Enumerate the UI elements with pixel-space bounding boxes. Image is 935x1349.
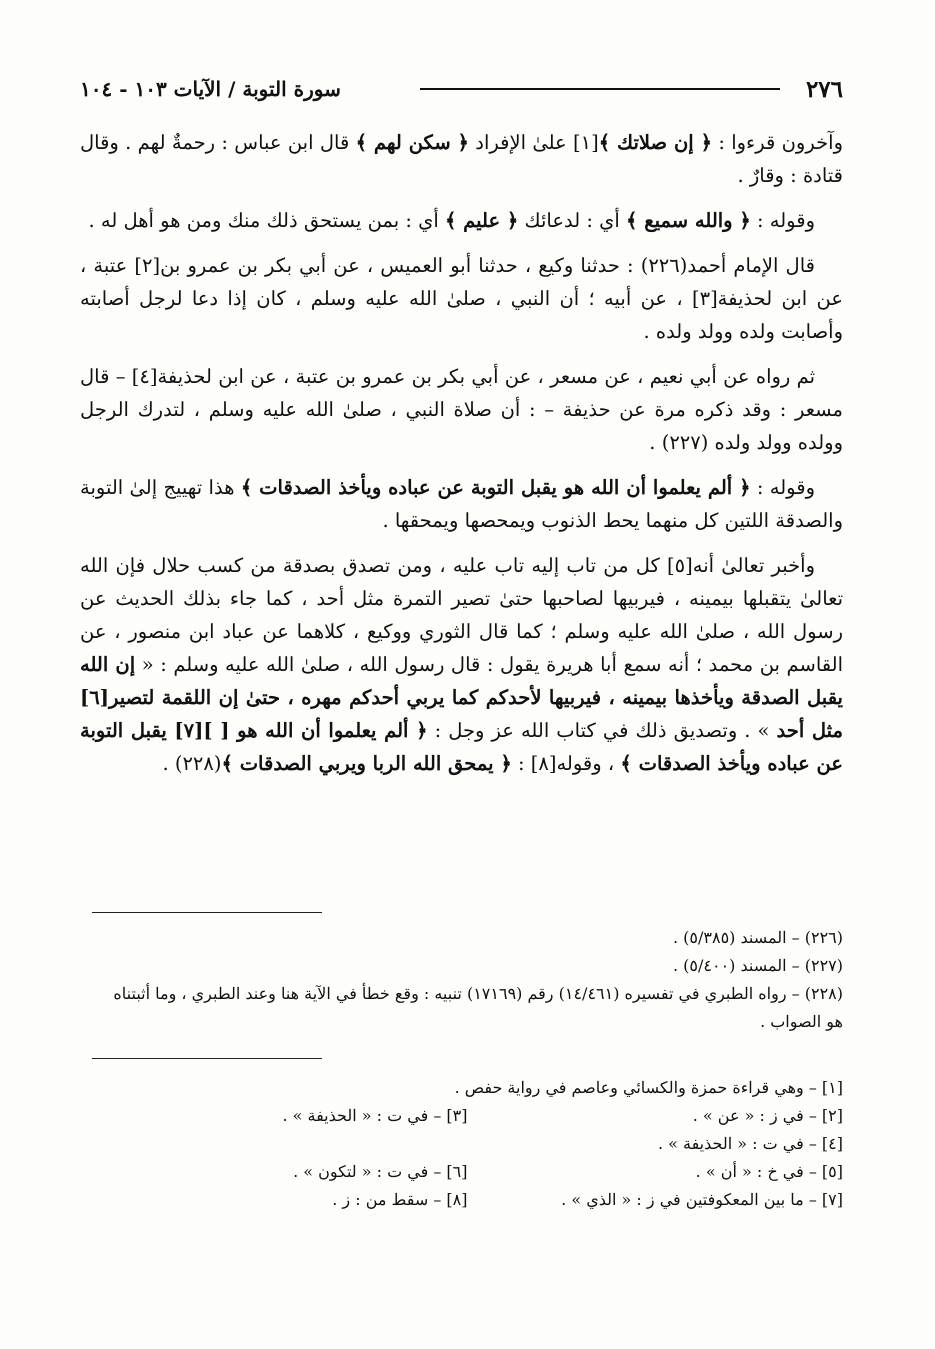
footnote-rule	[92, 912, 322, 913]
variant-note: [٨] – سقط من : ز .	[332, 1190, 468, 1209]
text: وقوله :	[750, 209, 815, 232]
variant-note: [٣] – في ت : « الحذيفة » .	[282, 1106, 468, 1125]
page-header	[80, 72, 843, 106]
page-number: ٢٧٦	[805, 75, 843, 103]
quran-quote: ﴿ يمحق الله الربا ويربي الصدقات ﴾	[221, 752, 512, 775]
main-text	[80, 126, 843, 792]
variant-row	[92, 1102, 843, 1130]
footnote: (٢٢٦) – المسند (٥/٣٨٥) .	[672, 928, 843, 947]
paragraph-1	[80, 126, 843, 192]
variants-rule	[92, 1058, 322, 1059]
variant-note: [١] – وهي قراءة حمزة والكسائي وعاصم في رواية حفص .	[454, 1078, 843, 1097]
paragraph-6	[80, 549, 843, 780]
quran-quote: ﴿ إن صلاتك ﴾	[598, 131, 713, 154]
paragraph-3: قال الإمام أحمد(٢٢٦) : حدثنا وكيع ، حدثنا أبو العميس ، عن أبي بكر بن عمرو بن[٢] عتبة ، عن ابن لحذيفة[٣] ، عن أبيه ؛ أن النبي ، صلىٰ الله عليه وسلم ، كان إذا دعا لرجل أصابته وأصابت ولده وولد ولده .	[80, 254, 844, 343]
variant-note: [٤] – في ت : « الحذيفة » .	[657, 1134, 843, 1153]
variant-note: [٧] – ما بين المعكوفتين في ز : « الذي » .	[561, 1190, 843, 1209]
quran-quote: ﴿ والله سميع ﴾	[626, 209, 751, 232]
footnote: (٢٢٧) – المسند (٥/٤٠٠) .	[672, 956, 843, 975]
quran-quote: ﴿ ألم يعلموا أن الله هو يقبل التوبة عن عباده ويأخذ الصدقات ﴾	[240, 476, 751, 499]
paragraph-4: ثم رواه عن أبي نعيم ، عن مسعر ، عن أبي بكر بن عمرو بن عتبة ، عن ابن لحذيفة[٤] – قال مسعر : وقد ذكره مرة عن حذيفة – : أن صلاة النبي ، صلىٰ الله عليه وسلم ، لتدرك الرجل وولده وولد ولده (٢٢٧) .	[80, 365, 843, 454]
footnote: (٢٢٨) – رواه الطبري في تفسيره (١٤/٤٦١) رقم (١٧١٦٩) تنبيه : وقع خطأ في الآية هنا وعند الطبري ، وما أثبتناه هو الصواب .	[113, 984, 843, 1031]
variant-note: [٦] – في ت : « لتكون » .	[293, 1162, 468, 1181]
variant-notes	[92, 1074, 843, 1214]
header-rule	[420, 88, 780, 90]
hadith-quote: إن الله يقبل الصدقة ويأخذها بيمينه ، فيربيها لأحدكم كما يربي أحدكم مهره ، حتىٰ إن اللقمة لتصير[٦] مثل أحد	[80, 653, 843, 742]
text: أي : بمن يستحق ذلك منك ومن هو أهل له .	[88, 209, 445, 232]
variant-note: [٢] – في ز : « عن » .	[692, 1106, 843, 1125]
text: وآخرون قرءوا :	[712, 131, 843, 154]
variant-row	[92, 1158, 843, 1186]
source-footnotes	[92, 924, 843, 1036]
text: أي : لدعائك	[518, 209, 627, 232]
text: وأخبر تعالىٰ أنه[٥] كل من تاب إليه تاب عليه ، ومن تصدق بصدقة من كسب حلال فإن الله تعالىٰ يتقبلها بيمينه ، فيربيها لصاحبها حتىٰ تصير التمرة مثل أحد ، كما جاء بذلك الحديث عن رسول الله ، صلىٰ الله عليه وسلم ؛ كما قال الثوري ووكيع ، كلاهما عن عباد ابن منصور ، عن القاسم بن محمد ؛ أنه سمع أبا هريرة يقول : قال رسول الله ، صلىٰ الله عليه وسلم : «	[80, 554, 844, 676]
text: وقوله :	[750, 476, 815, 499]
variant-row	[92, 1186, 843, 1214]
quran-quote: ﴿ سكن لهم ﴾	[355, 131, 469, 154]
running-title: سورة التوبة / الآيات ١٠٣ - ١٠٤	[80, 77, 341, 101]
text: قال ابن عباس : رحمةٌ لهم . وقال قتادة : وقارٌ .	[80, 131, 843, 187]
paragraph-2	[80, 204, 843, 237]
text: هذا تهييج إلىٰ التوبة والصدقة اللتين كل منهما يحط الذنوب ويمحصها ويمحقها .	[80, 476, 843, 532]
text: » . وتصديق ذلك في كتاب الله عز وجل :	[427, 719, 777, 742]
text: ، وقوله[٨] :	[511, 752, 621, 775]
variant-note: [٥] – في خ : « أن » .	[695, 1162, 843, 1181]
text: (٢٢٨) .	[162, 752, 222, 775]
paragraph-5	[80, 471, 843, 537]
quran-quote: ﴿ ألم يعلموا أن الله هو [ ][٧] يقبل التوبة عن عباده ويأخذ الصدقات ﴾	[80, 719, 843, 775]
text: [١] علىٰ الإفراد	[468, 131, 599, 154]
quran-quote: ﴿ عليم ﴾	[444, 209, 519, 232]
